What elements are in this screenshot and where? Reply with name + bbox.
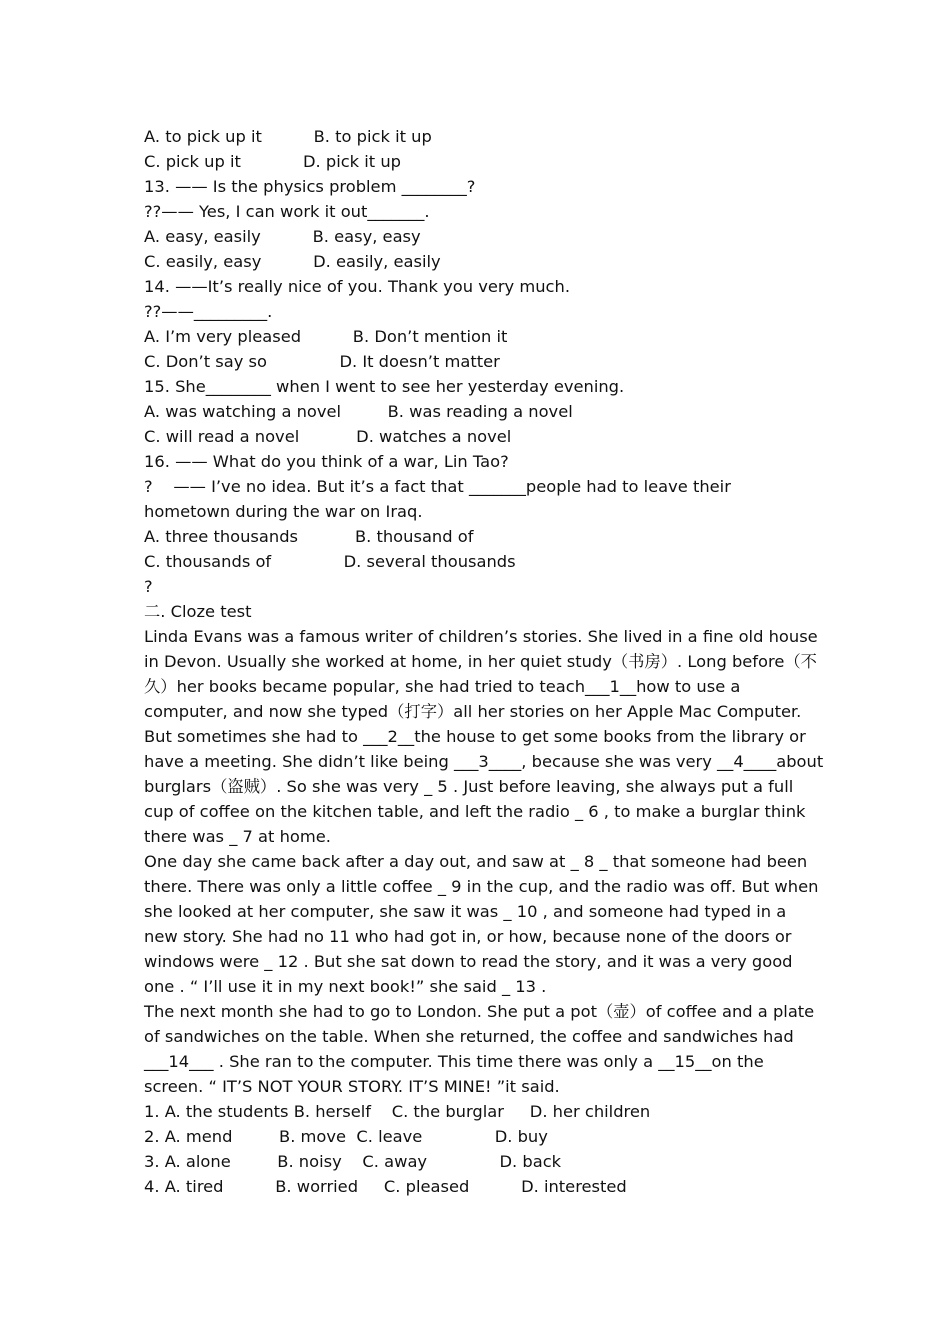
passage-paragraph: Linda Evans was a famous writer of children’s stories. She lived in a fine old house in Devon. Usually she worked at home, in her quiet study（书房）. Long before（不久）her books became popular, she had tried to teach___1__how to use a computer, and now she typed（打字）all her stories on her Apple Mac Computer. But sometimes she had to ___2__the house to get some books from the library or have a meeting. She didn’t like being ___3____, because she was very __4____about burglars（盗贼）. So she was very _ 5 . Just before leaving, she always put a full cup of coffee on the kitchen table, and left the radio _ 6 , to make a burglar think there was _ 7 at home. — [144, 627, 824, 846]
text-line: A. was watching a novel B. was reading a novel — [144, 402, 573, 421]
answer-options — [144, 1099, 824, 1199]
text-line: 14. ——It’s really nice of you. Thank you very much. — [144, 277, 570, 296]
text-line: A. to pick up it B. to pick it up — [144, 127, 432, 146]
text-line: C. easily, easy D. easily, easily — [144, 252, 441, 271]
text-line: C. pick up it D. pick it up — [144, 152, 402, 171]
text-line: hometown during the war on Iraq. — [144, 502, 423, 521]
text-line: ? — [144, 577, 153, 596]
text-line: C. will read a novel D. watches a novel — [144, 427, 512, 446]
text-line: ? —— I’ve no idea. But it’s a fact that _______people had to leave their — [144, 477, 731, 496]
option-line: 4. A. tired B. worried C. pleased D. interested — [144, 1177, 627, 1196]
cloze-passage — [144, 624, 824, 1099]
question-block-before — [144, 124, 824, 624]
option-line: 3. A. alone B. noisy C. away D. back — [144, 1152, 562, 1171]
passage-paragraph: One day she came back after a day out, and saw at _ 8 _ that someone had been there. There was only a little coffee _ 9 in the cup, and the radio was off. But when she looked at her computer, she saw it was _ 10 , and someone had typed in a new story. She had no 11 who had got in, or how, because none of the doors or windows were _ 12 . But she sat down to read the story, and it was a very good one . “ I’ll use it in my next book!” she said _ 13 . — [144, 852, 819, 996]
text-line: ??—— Yes, I can work it out_______. — [144, 202, 430, 221]
text-line: ??——_________. — [144, 302, 273, 321]
text-line: 16. —— What do you think of a war, Lin Tao? — [144, 452, 509, 471]
text-line: A. three thousands B. thousand of — [144, 527, 474, 546]
document-page — [144, 124, 824, 1199]
text-line: A. I’m very pleased B. Don’t mention it — [144, 327, 508, 346]
text-line: C. Don’t say so D. It doesn’t matter — [144, 352, 500, 371]
text-line: 13. —— Is the physics problem ________? — [144, 177, 476, 196]
option-line: 1. A. the students B. herself C. the burglar D. her children — [144, 1102, 651, 1121]
option-line: 2. A. mend B. move C. leave D. buy — [144, 1127, 548, 1146]
text-line: A. easy, easily B. easy, easy — [144, 227, 421, 246]
section-heading: 二. Cloze test — [144, 602, 252, 621]
passage-paragraph: The next month she had to go to London. She put a pot（壶）of coffee and a plate of sandwiches on the table. When she returned, the coffee and sandwiches had ___14___ . She ran to the computer. This time there was only a __15__on the screen. “ IT’S NOT YOUR STORY. IT’S MINE! ”it said. — [144, 1002, 815, 1096]
text-line: C. thousands of D. several thousands — [144, 552, 516, 571]
text-line: 15. She________ when I went to see her yesterday evening. — [144, 377, 625, 396]
